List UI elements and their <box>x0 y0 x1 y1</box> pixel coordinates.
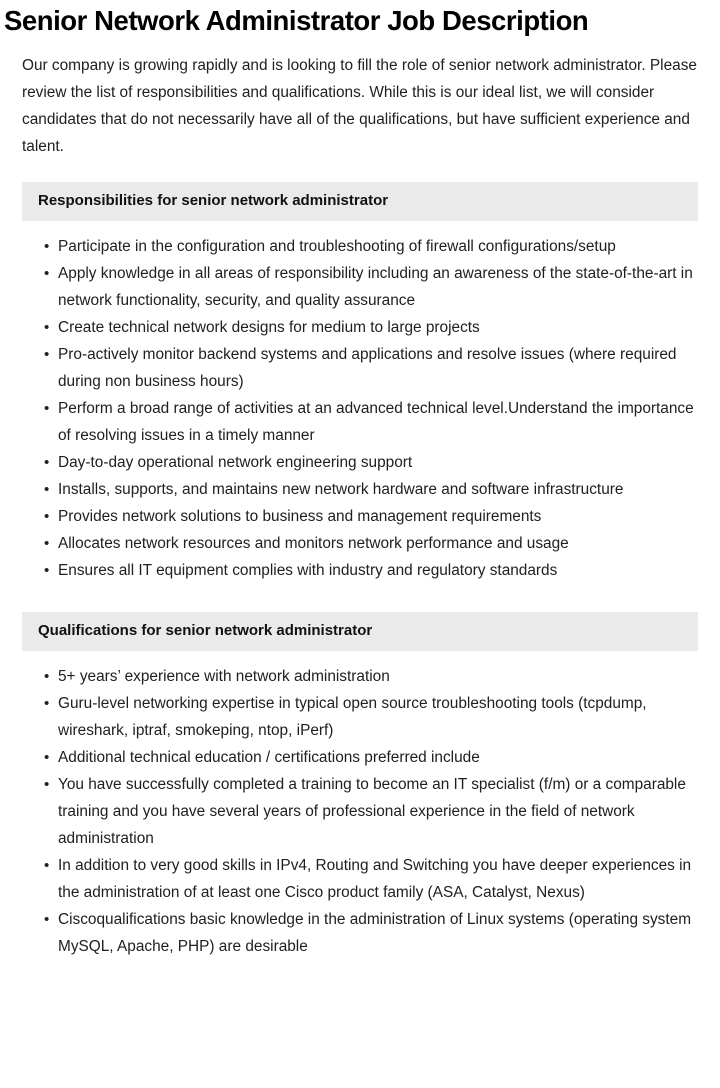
list-item: • Additional technical education / certifications preferred include <box>58 744 696 771</box>
list-item: • Provides network solutions to business and management requirements <box>58 503 696 530</box>
intro-paragraph: Our company is growing rapidly and is looking to fill the role of senior network administrator. Please review the list of responsibilities and qualifications. While this is our ideal list, we will consider candidates that do not necessarily have all of the qualifications, but have sufficient experience and talent. <box>22 57 697 155</box>
list-item: • 5+ years’ experience with network administration <box>58 663 696 690</box>
list-item: • Pro-actively monitor backend systems and applications and resolve issues (where required during non business hours) <box>58 341 696 395</box>
list-item: • Allocates network resources and monitors network performance and usage <box>58 530 696 557</box>
section-header-responsibilities: Responsibilities for senior network administrator <box>22 182 698 221</box>
list-item: • Perform a broad range of activities at an advanced technical level.Understand the importance of resolving issues in a timely manner <box>58 395 696 449</box>
responsibilities-list <box>0 233 720 584</box>
section-header-qualifications: Qualifications for senior network administrator <box>22 612 698 651</box>
list-item: • Guru-level networking expertise in typical open source troubleshooting tools (tcpdump, wireshark, iptraf, smokeping, ntop, iPerf) <box>58 690 696 744</box>
list-item: • Installs, supports, and maintains new network hardware and software infrastructure <box>58 476 696 503</box>
job-description-page <box>0 4 720 960</box>
list-item: • In addition to very good skills in IPv4, Routing and Switching you have deeper experiences in the administration of at least one Cisco product family (ASA, Catalyst, Nexus) <box>58 852 696 906</box>
list-item: • Ensures all IT equipment complies with industry and regulatory standards <box>58 557 696 584</box>
list-item: • Day-to-day operational network engineering support <box>58 449 696 476</box>
list-item: • Ciscoqualifications basic knowledge in the administration of Linux systems (operating system MySQL, Apache, PHP) are desirable <box>58 906 696 960</box>
list-item: • You have successfully completed a training to become an IT specialist (f/m) or a comparable training and you have several years of professional experience in the field of network administration <box>58 771 696 852</box>
list-item: • Participate in the configuration and troubleshooting of firewall configurations/setup <box>58 233 696 260</box>
page-title: Senior Network Administrator Job Description <box>4 5 589 36</box>
qualifications-list <box>0 663 720 960</box>
list-item: • Apply knowledge in all areas of responsibility including an awareness of the state-of-the-art in network functionality, security, and quality assurance <box>58 260 696 314</box>
list-item: • Create technical network designs for medium to large projects <box>58 314 696 341</box>
